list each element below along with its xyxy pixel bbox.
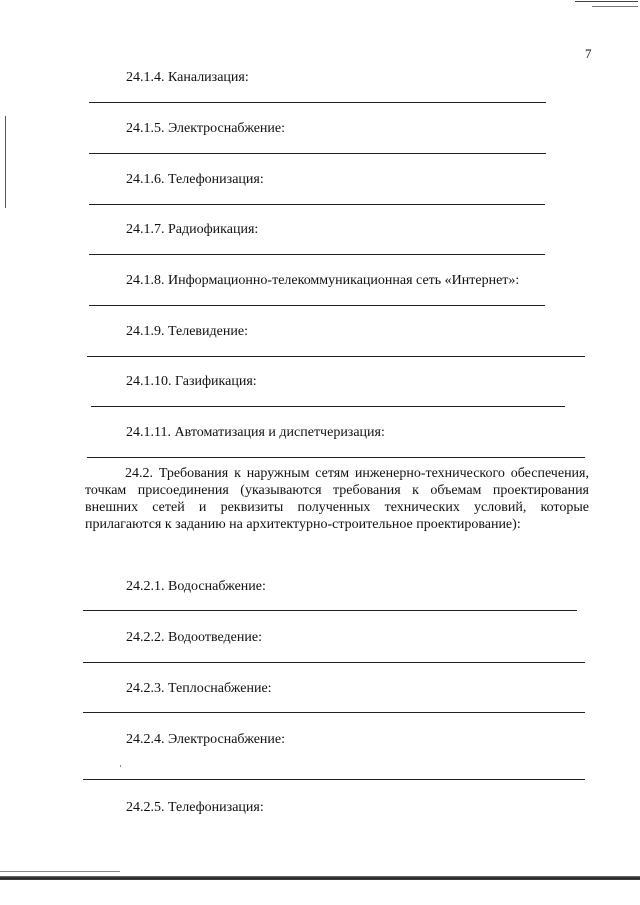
item-24-2-3-label: 24.2.3. Теплоснабжение: [126,681,272,696]
item-24-2-4-fill-line [83,779,585,780]
item-24-1-4-fill-line [89,102,546,103]
scan-edge-top-secondary [592,6,638,7]
item-24-2-2-fill-line [83,662,585,663]
item-24-2-1-label: 24.2.1. Водоснабжение: [126,579,266,594]
item-24-1-7-label: 24.1.7. Радиофикация: [126,222,259,237]
scan-edge-top [575,1,638,2]
item-24-1-5-fill-line [89,153,546,154]
item-24-1-9-label: 24.1.9. Телевидение: [126,324,248,339]
item-24-1-7-fill-line [89,254,545,255]
item-24-1-8-label: 24.1.8. Информационно-телекоммуникационная сеть «Интернет»: [126,273,520,288]
item-24-1-6-fill-line [89,204,545,205]
item-24-1-11-fill-line [87,457,585,458]
item-24-2-3-fill-line [83,712,585,713]
item-24-1-5-label: 24.1.5. Электроснабжение: [126,121,285,136]
item-24-1-9-fill-line [87,356,585,357]
page-number: 7 [585,46,592,61]
scan-edge-bottom [0,876,640,880]
item-24-1-4-label: 24.1.4. Канализация: [126,70,249,85]
scan-edge-left [5,116,6,208]
item-24-2-1-fill-line [83,610,577,611]
item-24-2-4-label: 24.2.4. Электроснабжение: [126,732,285,747]
item-24-2-2-label: 24.2.2. Водоотведение: [126,630,262,645]
scan-speck [120,765,121,767]
item-24-1-10-fill-line [91,406,565,407]
scan-edge-bottom-thin [0,871,120,872]
section-24-2-paragraph: 24.2. Требования к наружным сетям инженерно-технического обеспечения, точкам присоединения (указываются требования к объемам проектирования внешних сетей и реквизиты полученных технических условий, которые прилагаются к заданию на архитектурно-строительное проектирование): [85,466,589,532]
item-24-1-6-label: 24.1.6. Телефонизация: [126,172,264,187]
item-24-1-11-label: 24.1.11. Автоматизация и диспетчеризация: [126,425,385,440]
item-24-1-10-label: 24.1.10. Газификация: [126,374,257,389]
item-24-2-5-label: 24.2.5. Телефонизация: [126,800,264,815]
item-24-1-8-fill-line [89,305,545,306]
